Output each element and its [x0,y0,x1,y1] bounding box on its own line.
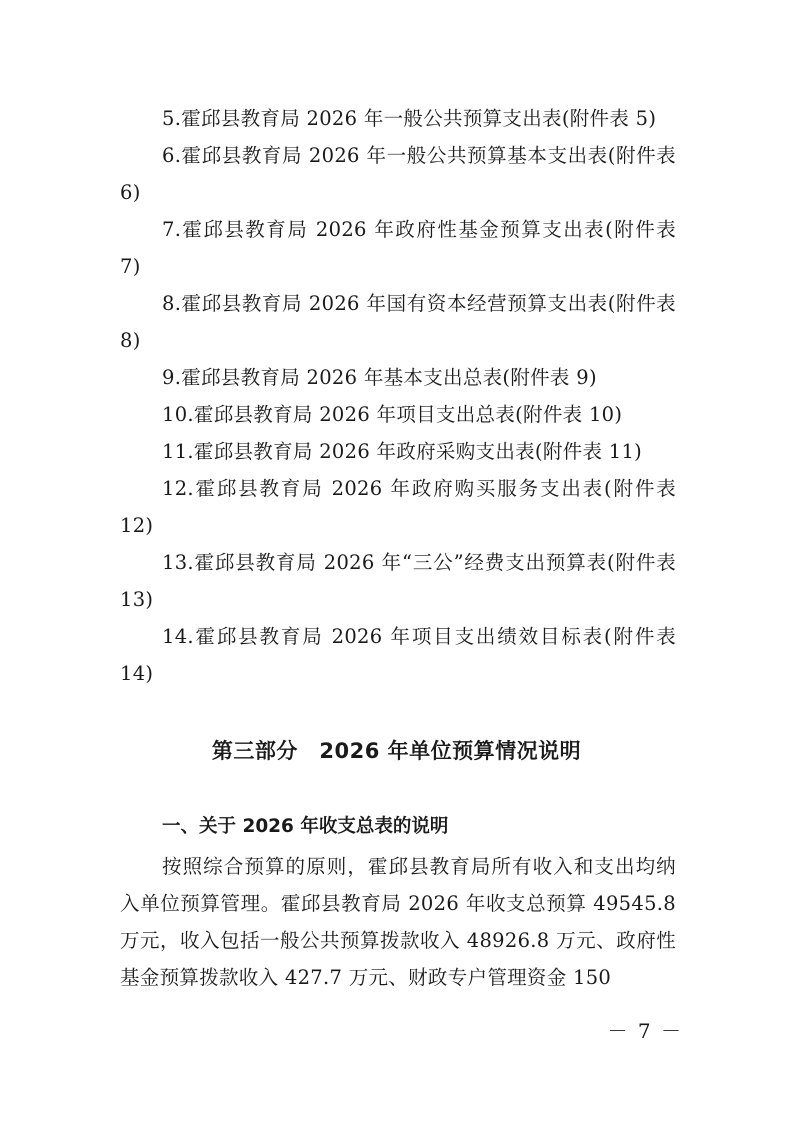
list-item: 13.霍邱县教育局 2026 年“三公”经费支出预算表(附件表 13) [120,551,676,611]
list-item: 8.霍邱县教育局 2026 年国有资本经营预算支出表(附件表 8) [120,292,676,352]
list-item: 6.霍邱县教育局 2026 年一般公共预算基本支出表(附件表 6) [120,144,676,204]
list-item: 9.霍邱县教育局 2026 年基本支出总表(附件表 9) [162,366,597,389]
list-item: 12.霍邱县教育局 2026 年政府购买服务支出表(附件表 12) [120,477,676,537]
sub-heading: 一、关于 2026 年收支总表的说明 [162,816,449,837]
list-item: 11.霍邱县教育局 2026 年政府采购支出表(附件表 11) [162,440,643,463]
list-item: 14.霍邱县教育局 2026 年项目支出绩效目标表(附件表 14) [120,625,676,685]
list-item: 7.霍邱县教育局 2026 年政府性基金预算支出表(附件表 7) [120,218,676,278]
list-item: 10.霍邱县教育局 2026 年项目支出总表(附件表 10) [162,403,623,426]
attachment-list [120,100,676,692]
body-text [120,848,676,996]
page-number: － 7 － [607,1019,683,1043]
body-paragraph: 按照综合预算的原则，霍邱县教育局所有收入和支出均纳入单位预算管理。霍邱县教育局 2026 年收支总预算 49545.8 万元，收入包括一般公共预算拨款收入 48926.8 万元、政府性基金预算拨款收入 427.7 万元、财政专户管理资金 150 [120,855,676,989]
list-item: 5.霍邱县教育局 2026 年一般公共预算支出表(附件表 5) [162,107,657,130]
section-title: 第三部分 2026 年单位预算情况说明 [211,739,582,763]
